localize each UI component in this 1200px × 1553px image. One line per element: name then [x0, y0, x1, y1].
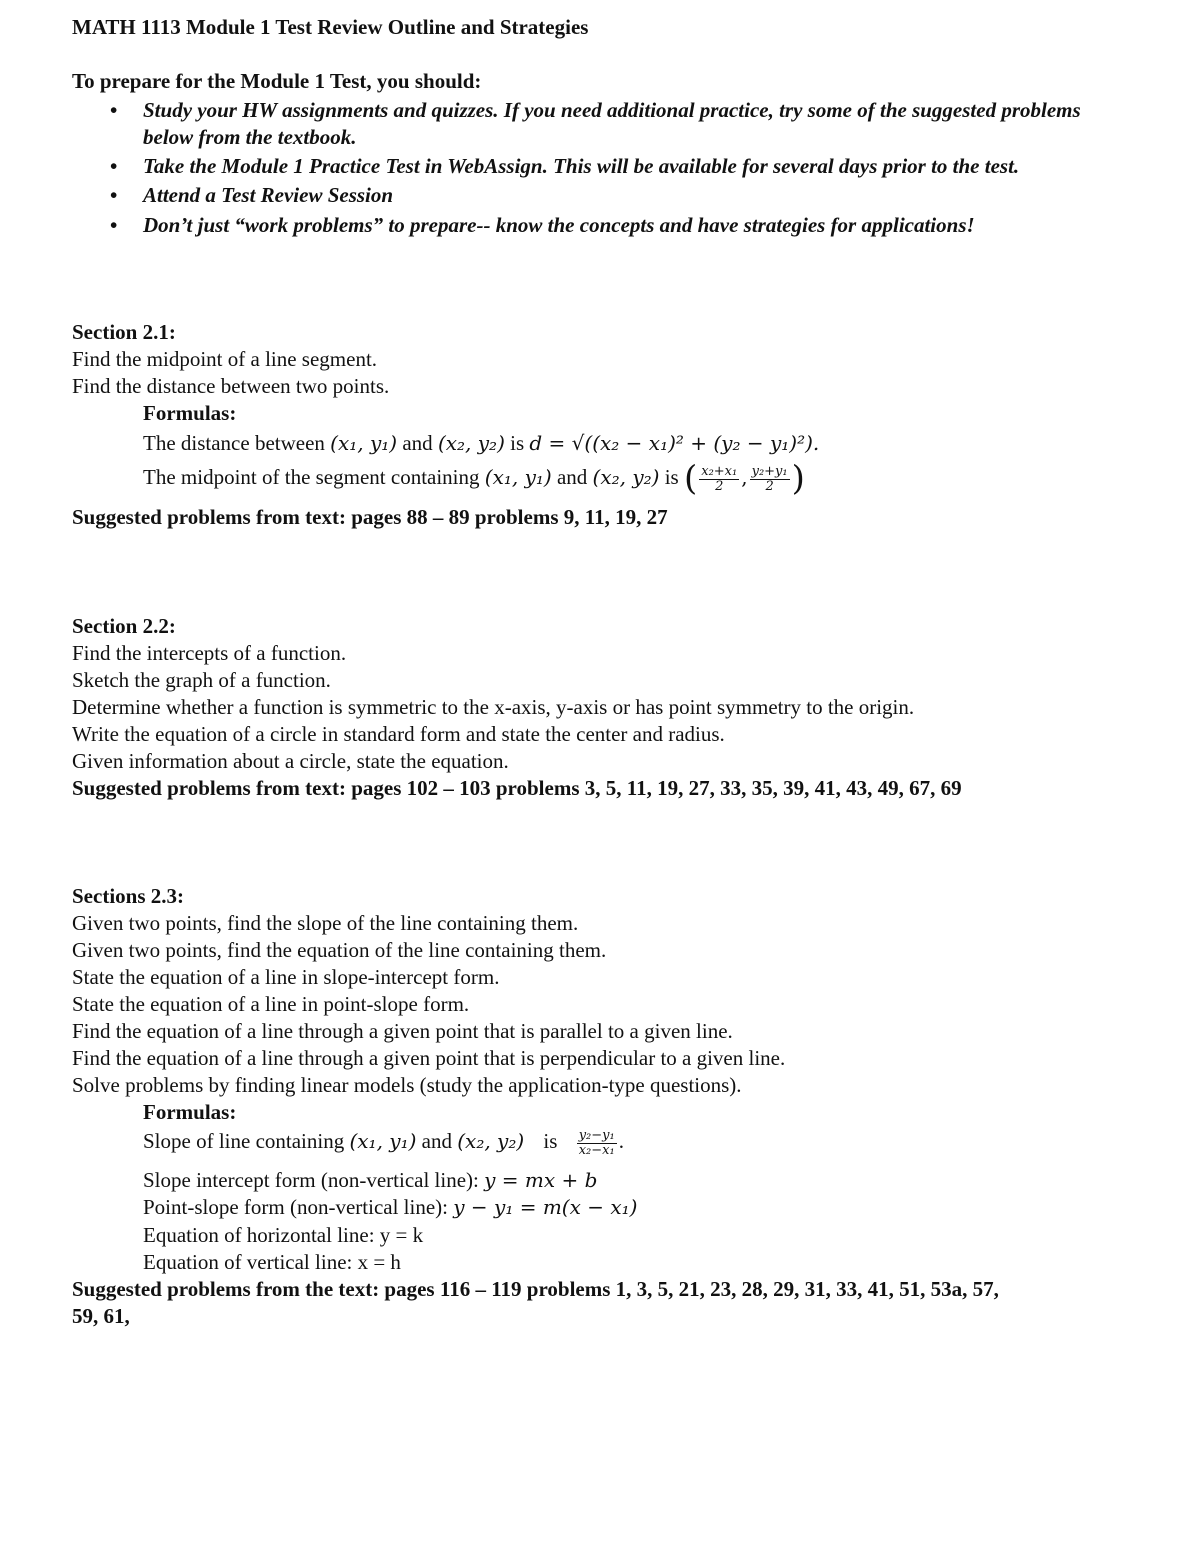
section-2-2-item: Determine whether a function is symmetric to the x-axis, y-axis or has point symmetry to the origin. — [72, 695, 915, 719]
bullet-icon: • — [110, 183, 118, 207]
bullet-icon: • — [110, 154, 118, 178]
section-2-3-item: Given two points, find the slope of the line containing them. — [72, 911, 579, 935]
midpoint-text: The midpoint of the segment containing — [143, 465, 480, 489]
section-2-3-suggested-cont: 59, 61, — [72, 1304, 130, 1328]
and-text: and — [421, 1129, 452, 1153]
section-2-2-heading: Section 2.2: — [72, 614, 176, 638]
section-2-3-item: Find the equation of a line through a given point that is perpendicular to a given line. — [72, 1046, 786, 1070]
document-title: MATH 1113 Module 1 Test Review Outline and Strategies — [72, 15, 589, 39]
is-text: is — [543, 1129, 558, 1153]
section-2-3-formulas-label: Formulas: — [143, 1100, 237, 1124]
point-1: (x₁, y₁) — [330, 431, 398, 455]
point-1: (x₁, y₁) — [349, 1129, 417, 1153]
section-2-2-suggested: Suggested problems from text: pages 102 – 103 problems 3, 5, 11, 19, 27, 33, 35, 39, 41, 43, 49, 67, 69 — [72, 776, 962, 800]
section-2-3-item: State the equation of a line in point-slope form. — [72, 992, 470, 1016]
slope-formula-line: Slope of line containing (x₁, y₁) and (x₂, y₂) is $\frac{\text{y₂−y₁}}{\text{x₂−x₁}}$ . — [143, 1127, 624, 1158]
section-2-1-formulas-label: Formulas: — [143, 401, 237, 425]
midpoint-formula-line: The midpoint of the segment containing (x₁, y₁) and (x₂, y₂) is ( $\frac{\text{x₂+x₁}}{2}$ , $\frac{\text{y₂+y₁}}{2}$ ) — [143, 458, 805, 499]
distance-formula: d = √((x₂ − x₁)² + (y₂ − y₁)²). — [529, 431, 820, 455]
horizontal-line-eq: Equation of horizontal line: y = k — [143, 1223, 424, 1247]
point-2: (x₂, y₂) — [457, 1129, 525, 1153]
section-2-3-item: Given two points, find the equation of the line containing them. — [72, 938, 607, 962]
point-slope-equation: y − y₁ = m(x − x₁) — [453, 1195, 638, 1219]
section-2-1-item: Find the distance between two points. — [72, 374, 390, 398]
prepare-list — [72, 97, 1132, 239]
is-text: is — [510, 431, 525, 455]
and-text: and — [402, 431, 433, 455]
point-2: (x₂, y₂) — [592, 465, 660, 489]
is-text: is — [664, 465, 679, 489]
and-text: and — [556, 465, 588, 489]
section-2-3-item: Find the equation of a line through a given point that is parallel to a given line. — [72, 1019, 733, 1043]
list-item: • Study your HW assignments and quizzes. If you need additional practice, try some of the suggested problems below from the textbook. — [110, 98, 1081, 149]
midpoint-y-fraction: $\frac{\text{y₂+y₁}}{2}$ — [751, 463, 788, 494]
slope-intercept-equation: y = mx + b — [484, 1168, 598, 1192]
list-item: • Attend a Test Review Session — [110, 183, 394, 207]
section-2-1-item: Find the midpoint of a line segment. — [72, 347, 378, 371]
prepare-heading: To prepare for the Module 1 Test, you should: — [72, 69, 482, 93]
point-2: (x₂, y₂) — [437, 431, 505, 455]
section-2-2-item: Find the intercepts of a function. — [72, 641, 347, 665]
section-2-1-heading: Section 2.1: — [72, 320, 176, 344]
section-2-1-suggested: Suggested problems from text: pages 88 – 89 problems 9, 11, 19, 27 — [72, 505, 668, 529]
bullet-icon: • — [110, 98, 118, 122]
section-2-3-suggested: Suggested problems from the text: pages 116 – 119 problems 1, 3, 5, 21, 23, 28, 29, 31, 33, 41, 51, 53a, 57, — [72, 1277, 999, 1301]
list-item: • Don’t just “work problems” to prepare-- know the concepts and have strategies for applications! — [110, 213, 975, 237]
slope-text: Slope of line containing — [143, 1129, 345, 1153]
section-2-2-item: Sketch the graph of a function. — [72, 668, 331, 692]
point-slope-line — [143, 1194, 637, 1221]
section-2-3-heading: Sections 2.3: — [72, 884, 184, 908]
section-2-2-item: Given information about a circle, state the equation. — [72, 749, 509, 773]
list-item: • Take the Module 1 Practice Test in WebAssign. This will be available for several days prior to the test. — [110, 154, 1020, 178]
section-2-3-item: Solve problems by finding linear models (study the application-type questions). — [72, 1073, 742, 1097]
midpoint-x-fraction: $\frac{\text{x₂+x₁}}{2}$ — [701, 463, 738, 494]
distance-text: The distance between — [143, 431, 325, 455]
point-1: (x₁, y₁) — [484, 465, 552, 489]
slope-intercept-text: Slope intercept form (non-vertical line): — [143, 1168, 479, 1192]
point-slope-text: Point-slope form (non-vertical line): — [143, 1195, 449, 1219]
vertical-line-eq: Equation of vertical line: x = h — [143, 1250, 401, 1274]
section-2-3-item: State the equation of a line in slope-intercept form. — [72, 965, 500, 989]
slope-intercept-line — [143, 1167, 597, 1194]
distance-formula-line — [143, 430, 819, 457]
bullet-icon: • — [110, 213, 118, 237]
section-2-2-item: Write the equation of a circle in standard form and state the center and radius. — [72, 722, 725, 746]
slope-fraction: $\frac{\text{y₂−y₁}}{\text{x₂−x₁}}$ — [578, 1127, 615, 1158]
